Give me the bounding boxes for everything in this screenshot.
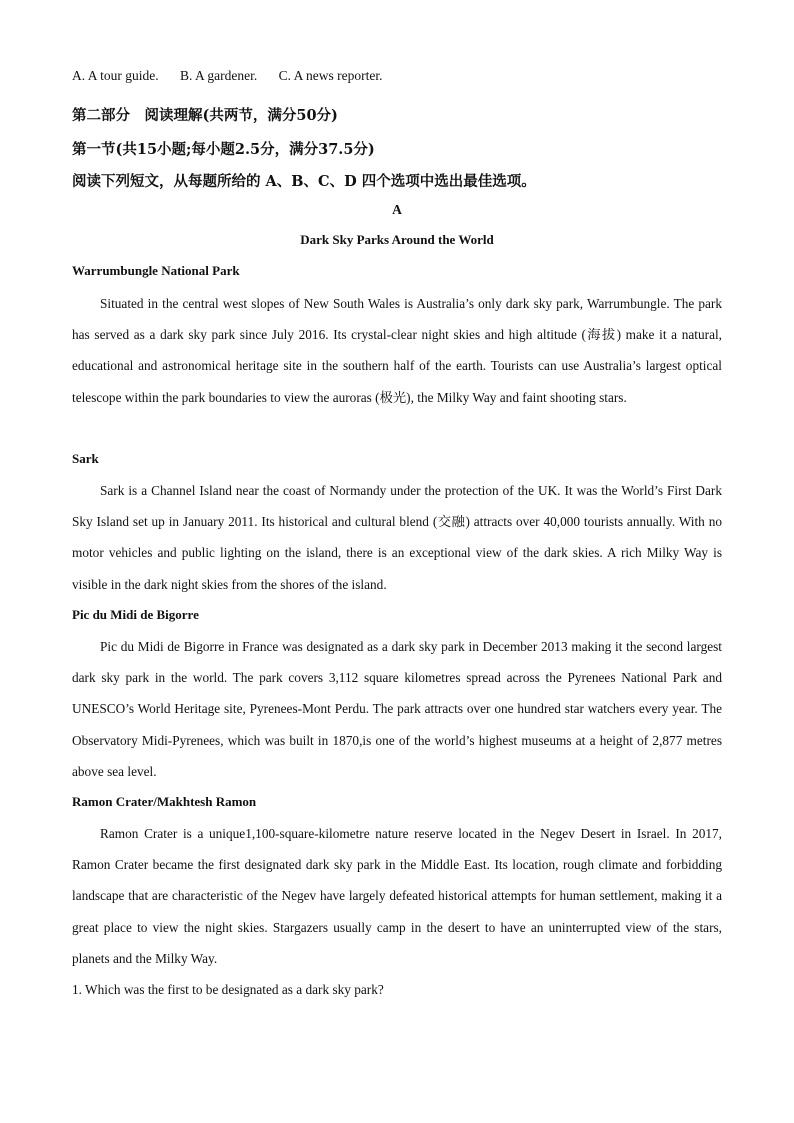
section-title: 第一节(共15小题;每小题2.5分，满分37.5分) xyxy=(72,141,375,158)
section-heading-pic-du-midi: Pic du Midi de Bigorre xyxy=(72,607,199,622)
option-b: B. A gardener. xyxy=(180,68,258,83)
section-body-pic-du-midi: Pic du Midi de Bigorre in France was designated as a dark sky park in December 2013 making it the second largest dark sky park in the world. The park covers 3,112 square kilometres spread across the Pyrenees National Park and UNESCO’s World Heritage site, Pyrenees-Mont Perdu. The park attracts over one hundred star watchers every year. The Observatory Midi-Pyrenees, which was built in 1870,is one of the world’s highest museums at a height of 2,877 metres above sea level. xyxy=(72,639,722,779)
previous-question-options xyxy=(72,68,401,84)
passage-letter: A xyxy=(392,202,402,217)
section-heading-sark: Sark xyxy=(72,451,99,466)
section-heading-ramon-crater: Ramon Crater/Makhtesh Ramon xyxy=(72,794,257,809)
passage-title: Dark Sky Parks Around the World xyxy=(300,232,494,247)
part-title: 第二部分 阅读理解(共两节，满分50分) xyxy=(72,107,338,124)
section-body-sark: Sark is a Channel Island near the coast of Normandy under the protection of the UK. It was the World’s First Dark Sky Island set up in January 2011. Its historical and cultural blend (交融) attracts over 40,000 tourists annually. With no motor vehicles and public lighting on the island, there is an exceptional view of the dark skies. A rich Milky Way is visible in the dark night skies from the shores of the island. xyxy=(72,483,722,592)
question-1: 1. Which was the first to be designated as a dark sky park? xyxy=(72,982,384,997)
section-body-warrumbungle: Situated in the central west slopes of New South Wales is Australia’s only dark sky park, Warrumbungle. The park has served as a dark sky park since July 2016. Its crystal-clear night skies and high altitude (海拔) make it a natural, educational and astronomical heritage site in the southern half of the earth. Tourists can use Australia’s largest optical telescope within the park boundaries to view the auroras (极光), the Milky Way and faint shooting stars. xyxy=(72,296,722,405)
option-a: A. A tour guide. xyxy=(72,68,159,83)
section-heading-warrumbungle: Warrumbungle National Park xyxy=(72,263,240,278)
section-body-ramon-crater: Ramon Crater is a unique1,100-square-kilometre nature reserve located in the Negev Desert in Israel. In 2017, Ramon Crater became the first designated dark sky park in the Middle East. Its location, rough climate and forbidding landscape that are characteristic of the Negev have largely defeated historical attempts for human settlement, making it a great place to view the night skies. Stargazers usually camp in the desert to have an uninterrupted view of the stars, planets and the Milky Way. xyxy=(72,826,722,966)
instructions: 阅读下列短文，从每题所给的 A、B、C、D 四个选项中选出最佳选项。 xyxy=(72,173,536,190)
option-c: C. A news reporter. xyxy=(278,68,383,83)
